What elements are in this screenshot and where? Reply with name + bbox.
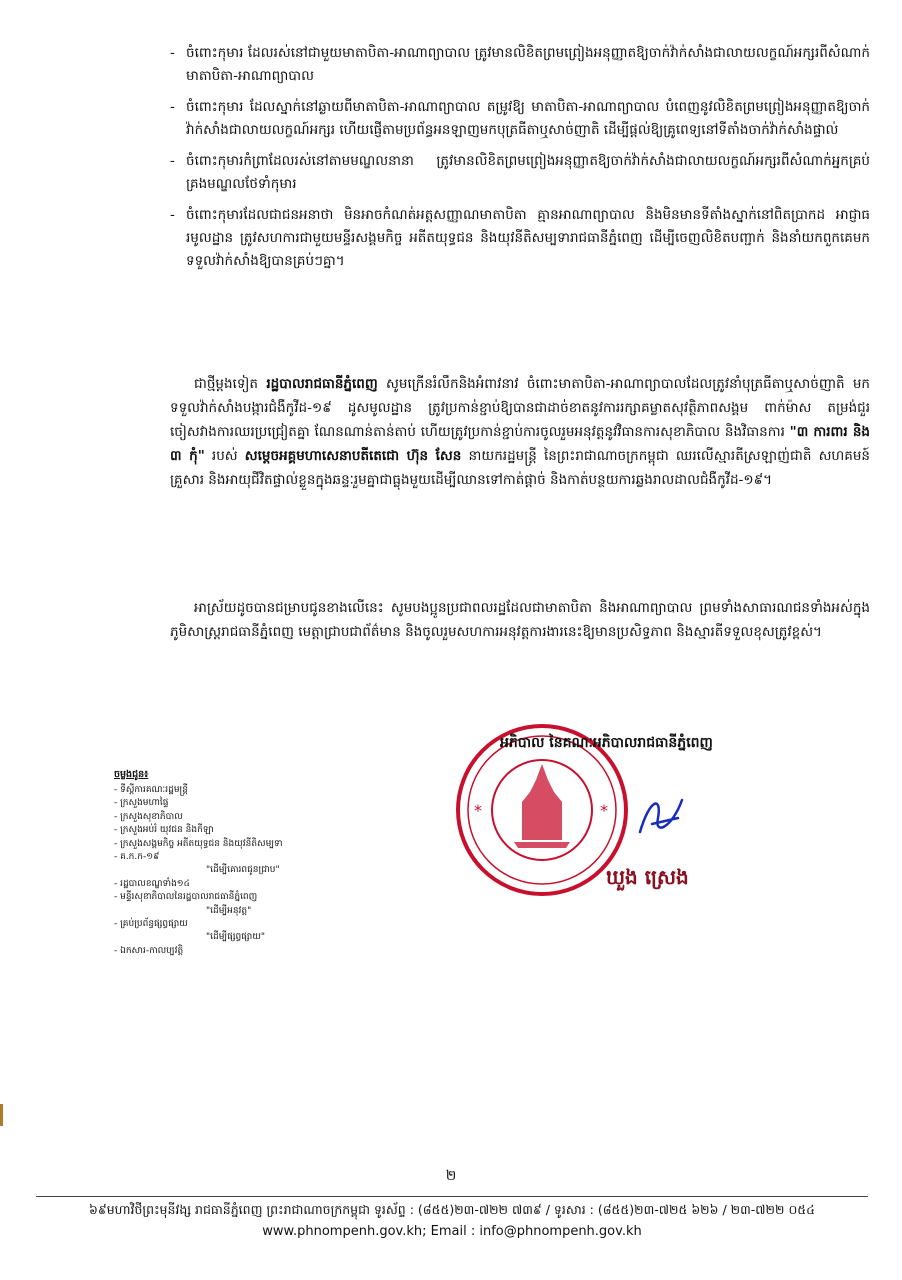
list-item-note: "ដើម្បីផ្សព្វផ្សាយ" [206, 932, 266, 943]
list-item: - ចំពោះកុមារ ដែលស្នាក់នៅឆ្ងាយពីមាតាបិតា-អាណាព្យាបាល តម្រូវឱ្យ មាតាបិតា-អាណាព្យាបាល បំពេញនូវលិខិតព្រមព្រៀងអនុញ្ញាតឱ្យចាក់វ៉ាក់សាំងជាលាយលក្ខណ៍អក្សរ ហើយផ្ញើតាមប្រព័ន្ធអនឡាញមកបុត្រធីតាឬសាច់ញាតិ ដើម្បីផ្តល់ឱ្យគ្រូពេទ្យនៅទីតាំងចាក់វ៉ាក់សាំងផ្ទាល់ [170, 99, 870, 138]
list-item-text: ចំពោះកុមារ ដែលរស់នៅជាមួយមាតាបិតា-អាណាព្យាបាល ត្រូវមានលិខិតព្រមព្រៀងអនុញ្ញាតឱ្យចាក់វ៉ាក់សាំងជាលាយលក្ខណ៍អក្សរពីសំណាក់មាតាបិតា-អាណាព្យាបាល [186, 45, 870, 84]
list-item: - ក្រសួងសុខាភិបាល [114, 811, 183, 822]
copy-to-list [114, 768, 414, 958]
list-item: - ក្រសួងមហាផ្ទៃ [114, 798, 169, 809]
list-item: - រដ្ឋបាលខណ្ឌទាំង១៤ [114, 878, 190, 889]
list-item-note: "ដើម្បីអនុវត្ត" [206, 905, 252, 916]
list-item: - ចំពោះកុមារដែលជាជនអនាថា មិនអាចកំណត់អត្តសញ្ញាណមាតាបិតា គ្មានអាណាព្យាបាល និងមិនមានទីតាំងស្នាក់នៅពិតប្រាកដ អាជ្ញាធរមូលដ្ឋាន ត្រូវសហការជាមួយមន្ទីរសង្គមកិច្ច អតីតយុទ្ធជន និងយុវនីតិសម្បទារាជធានីភ្នំពេញ ដើម្បីចេញលិខិតបញ្ជាក់ និងនាំយកពួកគេមកទទួលវ៉ាក់សាំងឱ្យបានគ្រប់ៗគ្នា។ [170, 207, 870, 269]
list-item: - ឯកសារ-កាលប្បវត្តិ [114, 945, 184, 956]
appeal-paragraph: ជាថ្មីម្តងទៀត រដ្ឋបាលរាជធានីភ្នំពេញ សូមក្រើនរំលឹកនិងអំពាវនាវ ចំពោះមាតាបិតា-អាណាព្យាបាលដែលត្រូវនាំបុត្រធីតាឬសាច់ញាតិ មកទទួលវ៉ាក់សាំងបង្ការជំងឺកូវីដ-១៩ ដូសមូលដ្ឋាន ត្រូវប្រកាន់ខ្ជាប់ឱ្យបានជាដាច់ខាតនូវការរក្សាគម្លាតសុវត្ថិភាពសង្គម ពាក់ម៉ាស តម្រង់ជួរ ចៀសវាងការឈរប្រជ្រៀតគ្នា ណែនណាន់តាន់តាប់ ហើយត្រូវប្រកាន់ខ្ជាប់ការចូលរួមអនុវត្តនូវវិធានការសុខាភិបាល និងវិធានការ "៣ ការពារ និង ៣ កុំ" របស់ សម្តេចអគ្គមហាសេនាបតីតេជោ ហ៊ុន សែន នាយករដ្ឋមន្ត្រី នៃព្រះរាជាណាចក្រកម្ពុជា ឈរលើស្មារតីស្រឡាញ់ជាតិ សហគមន៍ គ្រួសារ និងអាយុជីវិតផ្ទាល់ខ្លួនក្នុងឆន្ទៈរួមគ្នាជាធ្លុងមួយដើម្បីឈានទៅកាត់ផ្តាច់ និងកាត់បន្ថយការឆ្លងរាលដាលជំងឺកូវីដ-១៩។ [170, 376, 870, 488]
list-item: - គ.ក.ក-១៩ [114, 852, 160, 863]
list-item-text: ចំពោះកុមារដែលជាជនអនាថា មិនអាចកំណត់អត្តសញ្ញាណមាតាបិតា គ្មានអាណាព្យាបាល និងមិនមានទីតាំងស្នាក់នៅពិតប្រាកដ អាជ្ញាធរមូលដ្ឋាន ត្រូវសហការជាមួយមន្ទីរសង្គមកិច្ច អតីតយុទ្ធជន និងយុវនីតិសម្បទារាជធានីភ្នំពេញ ដើម្បីចេញលិខិតបញ្ជាក់ និងនាំយកពួកគេមកទទួលវ៉ាក់សាំងឱ្យបានគ្រប់ៗគ្នា។ [186, 207, 870, 269]
page-number: ២ [445, 1168, 457, 1184]
signatory-title: អភិបាល នៃគណៈអភិបាលរាជធានីភ្នំពេញ [500, 735, 713, 751]
list-item: - ចំពោះកុមារ ដែលរស់នៅជាមួយមាតាបិតា-អាណាព្យាបាល ត្រូវមានលិខិតព្រមព្រៀងអនុញ្ញាតឱ្យចាក់វ៉ាក់សាំងជាលាយលក្ខណ៍អក្សរពីសំណាក់មាតាបិតា-អាណាព្យាបាល [170, 45, 870, 84]
closing-paragraph: អាស្រ័យដូចបានជម្រាបជូនខាងលើនេះ សូមបងប្អូនប្រជាពលរដ្ឋដែលជាមាតាបិតា និងអាណាព្យាបាល ព្រមទាំងសាធារណជនទាំងអស់ក្នុងភូមិសាស្ត្ររាជធានីភ្នំពេញ មេត្តាជ្រាបជាព័ត៌មាន និងចូលរួមសហការអនុវត្តការងារនេះឱ្យមានប្រសិទ្ធភាព និងស្មារតីទទួលខុសត្រូវខ្ពស់។ [170, 600, 870, 640]
footer-contact-link[interactable]: www.phnompenh.gov.kh; Email : info@phnompenh.gov.kh [262, 1224, 642, 1239]
scan-edge-mark [0, 1104, 3, 1126]
footer-address: ៦៩មហាវិថីព្រះមុនីវង្ស រាជធានីភ្នំពេញ ព្រះរាជាណាចក្រកម្ពុជា ទូរស័ព្ទ : (៨៥៥)២៣-៧២២ ៧៣៩ / ទូរសារ : (៨៥៥)២៣-៧២៥ ៦២៦ / ២៣-៧២២ ០៥៤ [89, 1202, 815, 1217]
svg-text:*: * [474, 801, 482, 820]
svg-text:*: * [600, 801, 608, 820]
list-item: - មន្ទីរសុខាភិបាលនៃរដ្ឋបាលរាជធានីភ្នំពេញ [114, 892, 258, 903]
list-item: - ចំពោះកុមារកំព្រាដែលរស់នៅតាមមណ្ឌលនានា ត្រូវមានលិខិតព្រមព្រៀងអនុញ្ញាតឱ្យចាក់វ៉ាក់សាំងជាលាយលក្ខណ៍អក្សរពីសំណាក់អ្នកគ្រប់គ្រងមណ្ឌលថែទាំកុមារ [170, 153, 870, 192]
requirements-list [170, 42, 870, 281]
footer-divider [36, 1196, 868, 1197]
signatory-name: ឃួង ស្រេង [606, 865, 689, 889]
list-item-text: ចំពោះកុមារ ដែលស្នាក់នៅឆ្ងាយពីមាតាបិតា-អាណាព្យាបាល តម្រូវឱ្យ មាតាបិតា-អាណាព្យាបាល បំពេញនូវលិខិតព្រមព្រៀងអនុញ្ញាតឱ្យចាក់វ៉ាក់សាំងជាលាយលក្ខណ៍អក្សរ ហើយផ្ញើតាមប្រព័ន្ធអនឡាញមកបុត្រធីតាឬសាច់ញាតិ ដើម្បីផ្តល់ឱ្យគ្រូពេទ្យនៅទីតាំងចាក់វ៉ាក់សាំងផ្ទាល់ [186, 99, 870, 138]
measure-name: "៣ ការពារ និង ៣ កុំ" [170, 424, 870, 464]
authority-name: រដ្ឋបាលរាជធានីភ្នំពេញ [266, 376, 378, 392]
copy-to-title: ចម្លងជូន៖ [114, 769, 149, 780]
list-item: - គ្រប់ប្រព័ន្ធផ្សព្វផ្សាយ [114, 919, 188, 930]
list-item-note: "ដើម្បីគោរពជូនជ្រាប" [206, 865, 280, 876]
list-item: - ក្រសួងអប់រំ យុវជន និងកីឡា [114, 825, 214, 836]
list-item: - ក្រសួងសង្គមកិច្ច អតីតយុទ្ធជន និងយុវនីតិសម្បទា [114, 838, 283, 849]
list-item: - ទីស្តីការគណៈរដ្ឋមន្ត្រី [114, 785, 188, 795]
leader-name: សម្តេចអគ្គមហាសេនាបតីតេជោ ហ៊ុន សែន [244, 448, 462, 464]
signature-scribble-icon [632, 788, 692, 848]
list-item-text: ចំពោះកុមារកំព្រាដែលរស់នៅតាមមណ្ឌលនានា ត្រូវមានលិខិតព្រមព្រៀងអនុញ្ញាតឱ្យចាក់វ៉ាក់សាំងជាលាយលក្ខណ៍អក្សរពីសំណាក់អ្នកគ្រប់គ្រងមណ្ឌលថែទាំកុមារ [186, 153, 870, 192]
